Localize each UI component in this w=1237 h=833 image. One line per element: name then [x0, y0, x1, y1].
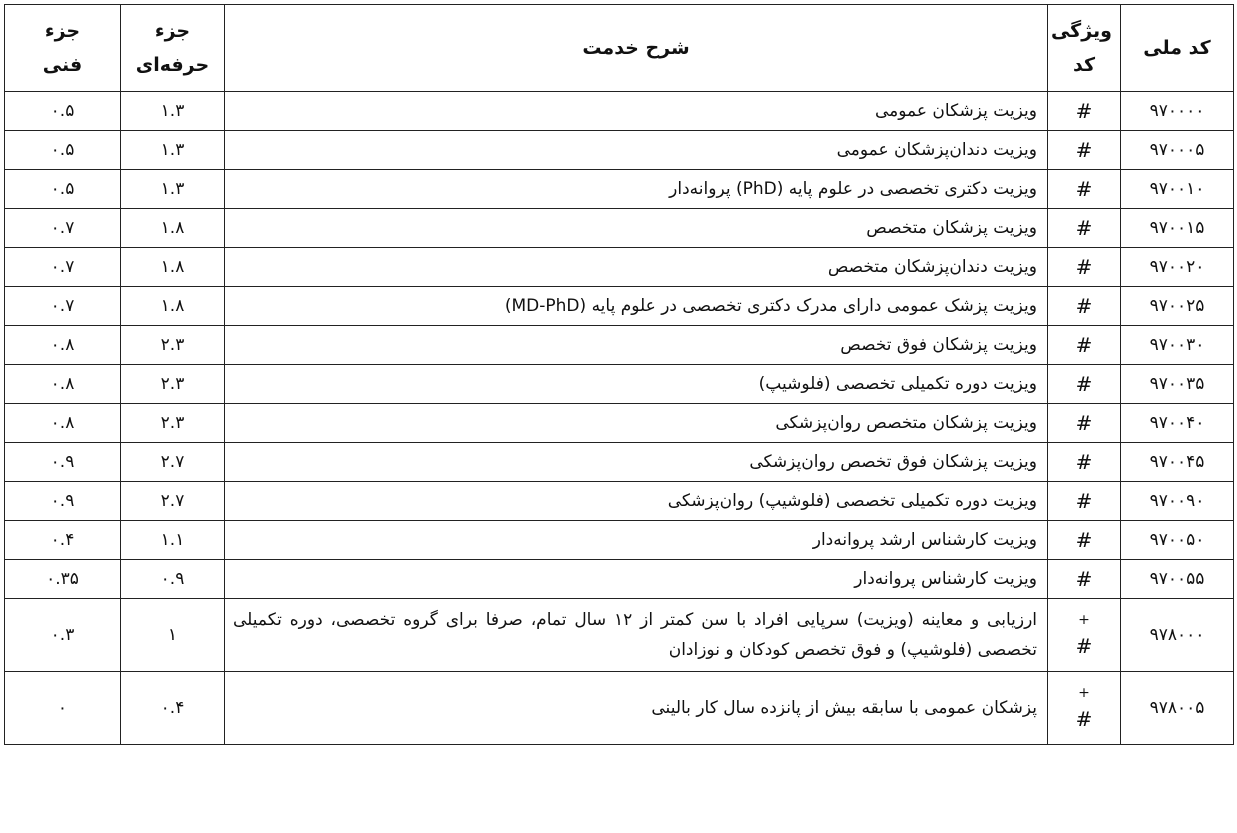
description-cell: ویزیت دکتری تخصصی در علوم پایه (PhD) پروانه‌دار — [225, 170, 1048, 209]
technical-cell: ۰.۸ — [5, 404, 121, 443]
professional-cell: ۲.۳ — [121, 326, 225, 365]
professional-cell: ۱ — [121, 599, 225, 672]
header-technical-line2: فنی — [42, 54, 83, 76]
professional-cell: ۲.۳ — [121, 404, 225, 443]
national-code-cell: ۹۷۸۰۰۵ — [1121, 672, 1234, 745]
technical-cell: ۰.۵ — [5, 170, 121, 209]
header-national-code: کد ملی — [1121, 5, 1234, 92]
table-row — [5, 404, 1234, 443]
description-cell: ویزیت کارشناس ارشد پروانه‌دار — [225, 521, 1048, 560]
national-code-cell: ۹۷۰۰۰۰ — [1121, 92, 1234, 131]
code-flag-cell: # — [1048, 131, 1121, 170]
technical-cell: ۰.۵ — [5, 92, 121, 131]
technical-cell: ۰.۷ — [5, 209, 121, 248]
professional-cell: ۱.۸ — [121, 209, 225, 248]
code-flag-cell: # — [1048, 404, 1121, 443]
table-row — [5, 482, 1234, 521]
professional-cell: ۱.۱ — [121, 521, 225, 560]
description-cell: ویزیت پزشکان متخصص — [225, 209, 1048, 248]
code-flag-cell: # — [1048, 560, 1121, 599]
header-technical — [5, 5, 121, 92]
description-cell: ویزیت پزشک عمومی دارای مدرک دکتری تخصصی در علوم پایه (MD-PhD) — [225, 287, 1048, 326]
professional-cell: ۰.۹ — [121, 560, 225, 599]
table-row — [5, 365, 1234, 404]
code-flag-cell: # — [1048, 521, 1121, 560]
code-flag-cell: # — [1048, 365, 1121, 404]
table-row — [5, 170, 1234, 209]
technical-cell: ۰.۹ — [5, 482, 121, 521]
national-code-cell: ۹۷۸۰۰۰ — [1121, 599, 1234, 672]
national-code-cell: ۹۷۰۰۲۰ — [1121, 248, 1234, 287]
header-professional-line1: جزء — [154, 20, 191, 42]
code-flag-cell: # — [1048, 209, 1121, 248]
national-code-cell: ۹۷۰۰۵۰ — [1121, 521, 1234, 560]
description-cell: ویزیت پزشکان متخصص روان‌پزشکی — [225, 404, 1048, 443]
technical-cell: ۰ — [5, 672, 121, 745]
national-code-cell: ۹۷۰۰۴۵ — [1121, 443, 1234, 482]
professional-cell: ۲.۷ — [121, 482, 225, 521]
code-flag-cell — [1048, 599, 1121, 672]
table-row — [5, 443, 1234, 482]
national-code-cell: ۹۷۰۰۰۵ — [1121, 131, 1234, 170]
table-row — [5, 92, 1234, 131]
header-row — [5, 5, 1234, 92]
description-cell: ویزیت کارشناس پروانه‌دار — [225, 560, 1048, 599]
code-flag-cell: # — [1048, 287, 1121, 326]
professional-cell: ۱.۳ — [121, 131, 225, 170]
code-flag-cell — [1048, 672, 1121, 745]
header-code-flag — [1048, 5, 1121, 92]
table-row — [5, 599, 1234, 672]
table-row — [5, 209, 1234, 248]
technical-cell: ۰.۸ — [5, 365, 121, 404]
table-row — [5, 672, 1234, 745]
professional-cell: ۱.۸ — [121, 248, 225, 287]
technical-cell: ۰.۷ — [5, 287, 121, 326]
professional-cell: ۲.۳ — [121, 365, 225, 404]
table-row — [5, 521, 1234, 560]
description-cell: ویزیت پزشکان عمومی — [225, 92, 1048, 131]
professional-cell: ۲.۷ — [121, 443, 225, 482]
description-cell: پزشکان عمومی با سابقه بیش از پانزده سال کار بالینی — [225, 672, 1048, 745]
technical-cell: ۰.۴ — [5, 521, 121, 560]
national-code-cell: ۹۷۰۰۵۵ — [1121, 560, 1234, 599]
code-flag-cell: # — [1048, 92, 1121, 131]
professional-cell: ۱.۸ — [121, 287, 225, 326]
plus-flag: + — [1078, 612, 1090, 628]
description-cell: ارزیابی و معاینه (ویزیت) سرپایی افراد با سن کمتر از ۱۲ سال تمام، صرفا برای گروه تخصصی، دوره تکمیلی تخصصی (فلوشیپ) و فوق تخصص کودکان و نوزادان — [225, 599, 1048, 672]
technical-cell: ۰.۳ — [5, 599, 121, 672]
professional-cell: ۱.۳ — [121, 92, 225, 131]
header-description: شرح خدمت — [225, 5, 1048, 92]
table-row — [5, 326, 1234, 365]
technical-cell: ۰.۹ — [5, 443, 121, 482]
technical-cell: ۰.۵ — [5, 131, 121, 170]
header-flag-line1: ویژگی — [1050, 20, 1112, 42]
national-code-cell: ۹۷۰۰۹۰ — [1121, 482, 1234, 521]
code-flag-cell: # — [1048, 326, 1121, 365]
plus-flag: + — [1078, 685, 1090, 701]
table-row — [5, 131, 1234, 170]
description-cell: ویزیت دندان‌پزشکان عمومی — [225, 131, 1048, 170]
tariff-table — [4, 4, 1234, 745]
national-code-cell: ۹۷۰۰۳۵ — [1121, 365, 1234, 404]
hash-flag: # — [1075, 634, 1093, 658]
header-professional-line2: حرفه‌ای — [135, 54, 210, 76]
national-code-cell: ۹۷۰۰۱۰ — [1121, 170, 1234, 209]
description-cell: ویزیت پزشکان فوق تخصص — [225, 326, 1048, 365]
header-technical-line1: جزء — [44, 20, 81, 42]
professional-cell: ۱.۳ — [121, 170, 225, 209]
national-code-cell: ۹۷۰۰۱۵ — [1121, 209, 1234, 248]
technical-cell: ۰.۳۵ — [5, 560, 121, 599]
table-row — [5, 248, 1234, 287]
header-flag-line2: کد — [1072, 54, 1096, 76]
description-cell: ویزیت پزشکان فوق تخصص روان‌پزشکی — [225, 443, 1048, 482]
code-flag-cell: # — [1048, 482, 1121, 521]
table-row — [5, 560, 1234, 599]
national-code-cell: ۹۷۰۰۴۰ — [1121, 404, 1234, 443]
description-cell: ویزیت دوره تکمیلی تخصصی (فلوشیپ) روان‌پزشکی — [225, 482, 1048, 521]
hash-flag: # — [1075, 707, 1093, 731]
table-row — [5, 287, 1234, 326]
code-flag-cell: # — [1048, 443, 1121, 482]
code-flag-cell: # — [1048, 170, 1121, 209]
code-flag-cell: # — [1048, 248, 1121, 287]
professional-cell: ۰.۴ — [121, 672, 225, 745]
header-professional — [121, 5, 225, 92]
national-code-cell: ۹۷۰۰۳۰ — [1121, 326, 1234, 365]
technical-cell: ۰.۸ — [5, 326, 121, 365]
description-cell: ویزیت دندان‌پزشکان متخصص — [225, 248, 1048, 287]
technical-cell: ۰.۷ — [5, 248, 121, 287]
national-code-cell: ۹۷۰۰۲۵ — [1121, 287, 1234, 326]
description-cell: ویزیت دوره تکمیلی تخصصی (فلوشیپ) — [225, 365, 1048, 404]
